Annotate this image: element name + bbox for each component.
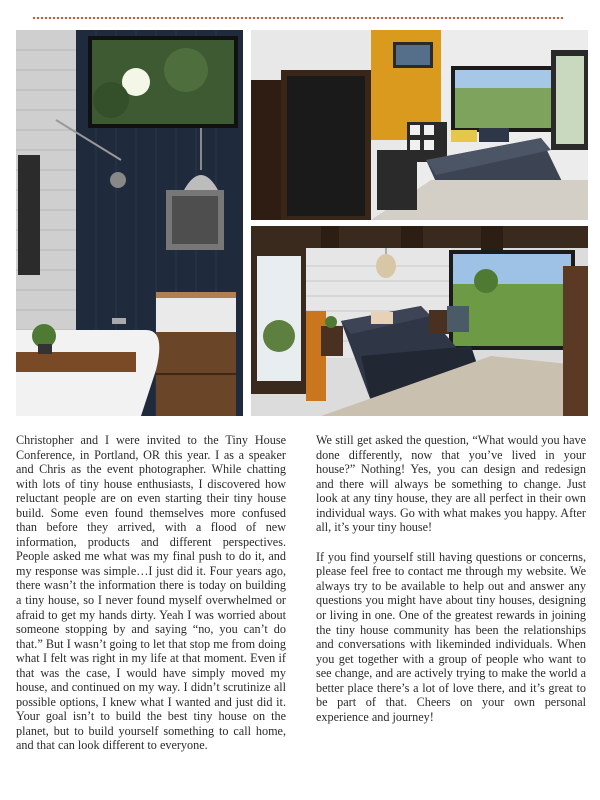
article-column-left: [16, 433, 286, 768]
article-paragraph: We still get asked the question, “What would you have done differently, now that you’ve lived in your house?” Nothing! Yes, you can design and redesign and there will always be something to change. Just look at any tiny house, they are all perfect in their own individual ways. Go with what makes you happy. After all, it’s your tiny house!: [316, 433, 586, 535]
bedroom-photo-top: [251, 30, 588, 220]
article-paragraph: If you find yourself still having questions or concerns, please feel free to contact me through my website. We always try to be available to help out and answer any questions you might have about tiny houses, designing or living in one. One of the greatest rewards in joining the tiny house community has been the relationships and conversations with likeminded individuals. When you get together with a group of people who want to see change, and are actively trying to make the world a better place there’s a lot of love there, and it’s great to be part of that. Cheers on your own personal experience and journey!: [316, 549, 586, 724]
bedroom-photo-bottom: [251, 226, 588, 416]
article-column-right: [316, 433, 586, 739]
bathroom-photo: [16, 30, 243, 416]
top-dotted-rule: [33, 17, 563, 19]
article-paragraph: Christopher and I were invited to the Tiny House Conference, in Portland, OR this year. I as a speaker and Chris as the event photographer. While chatting with lots of tiny house enthusiasts, I discovered how reluctant people are on even starting their tiny house build. Some even found themselves more confused than before they arrived, with a flood of new information, products and different perspectives. People asked me what was my final push to do it, and my response was simple…I just did it. Four years ago, there wasn’t the information there is today on building a tiny house, so I never found myself overwhelmed or afraid to get my hands dirty. Yeah I was worried about someone stopping by and saying “no, you can’t do that.” But I wasn’t going to let that stop me from doing what I felt was right in my life at that moment. Even if that was the case, I would have simply moved my house, and continued on my way. I didn’t scrutinize all possible options, I knew what I wanted and just did it. Your goal isn’t to build the best tiny house on the planet, but to build yourself something to call home, and that can look different to everyone.: [16, 433, 286, 753]
